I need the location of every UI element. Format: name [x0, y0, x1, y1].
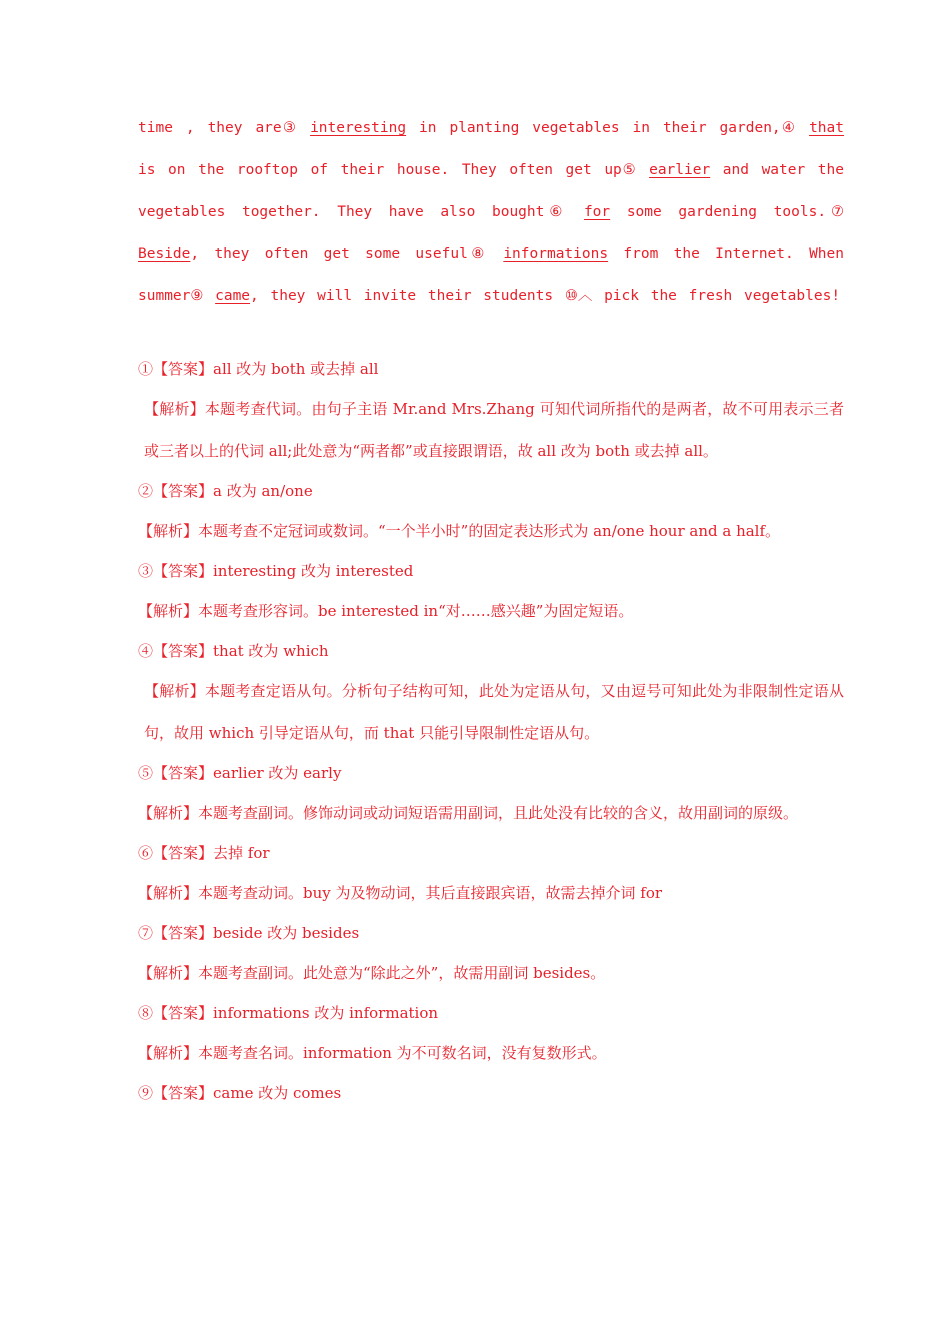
underlined-error-word: earlier: [649, 162, 711, 178]
passage-text: in planting vegetables in their garden,④: [406, 120, 810, 136]
answer-line: ⑦【答案】beside 改为 besides: [138, 924, 360, 942]
underlined-error-word: came: [215, 288, 251, 304]
passage-text: , they often get some useful⑧: [190, 246, 504, 262]
passage-text: is on the rooftop of their house. They often get up⑤: [138, 162, 650, 178]
answer-line: ⑥【答案】去掉 for: [138, 844, 270, 862]
explanation-paragraph: 【解析】本题考查定语从句。分析句子结构可知，此处为定语从句，又由逗号可知此处为非限制性定语从句，故用 which 引导定语从句，而 that 只能引导限制性定语从句。: [144, 682, 844, 742]
answer-line: ④【答案】that 改为 which: [138, 642, 329, 660]
passage-text: and water the vegetables together. They have also bought⑥: [138, 162, 844, 220]
explanation-paragraph: 【解析】本题考查不定冠词或数词。“一个半小时”的固定表达形式为 an/one hour and a half。: [138, 522, 781, 540]
explanation-paragraph: 【解析】本题考查副词。修饰动词或动词短语需用副词，且此处没有比较的含义，故用副词的原级。: [138, 804, 799, 822]
passage-text: , they will invite their students ⑩︿ pick the fresh vegetables!: [250, 288, 841, 304]
passage-text: from the Internet. When summer⑨: [138, 246, 844, 304]
answer-line: ⑧【答案】informations 改为 information: [138, 1004, 439, 1022]
explanation-paragraph: 【解析】本题考查动词。buy 为及物动词，其后直接跟宾语，故需去掉介词 for: [138, 884, 663, 902]
explanation-paragraph: 【解析】本题考查名词。information 为不可数名词，没有复数形式。: [138, 1044, 607, 1062]
answer-list: [138, 350, 844, 1112]
explanation-paragraph: 【解析】本题考查形容词。be interested in“对……感兴趣”为固定短语。: [138, 602, 634, 620]
underlined-error-word: for: [583, 204, 611, 220]
answer-line: ⑨【答案】came 改为 comes: [138, 1084, 342, 1102]
passage-paragraph: [138, 107, 844, 317]
answer-line: ③【答案】interesting 改为 interested: [138, 562, 414, 580]
answer-line: ①【答案】all 改为 both 或去掉 all: [138, 360, 379, 378]
passage-text: time , they are③: [138, 120, 311, 136]
passage-text: some gardening tools.⑦: [610, 204, 844, 220]
answer-line: ⑤【答案】earlier 改为 early: [138, 764, 342, 782]
answer-line: ②【答案】a 改为 an/one: [138, 482, 313, 500]
underlined-error-word: Beside: [138, 246, 191, 262]
explanation-paragraph: 【解析】本题考查副词。此处意为“除此之外”，故需用副词 besides。: [138, 964, 606, 982]
underlined-error-word: interesting: [310, 120, 407, 136]
underlined-error-word: that: [809, 120, 844, 136]
explanation-paragraph: 【解析】本题考查代词。由句子主语 Mr.and Mrs.Zhang 可知代词所指代的是两者，故不可用表示三者或三者以上的代词 all;此处意为“两者都”或直接跟谓语，故 all 改为 both 或去掉 all。: [144, 400, 844, 460]
underlined-error-word: informations: [503, 246, 609, 262]
